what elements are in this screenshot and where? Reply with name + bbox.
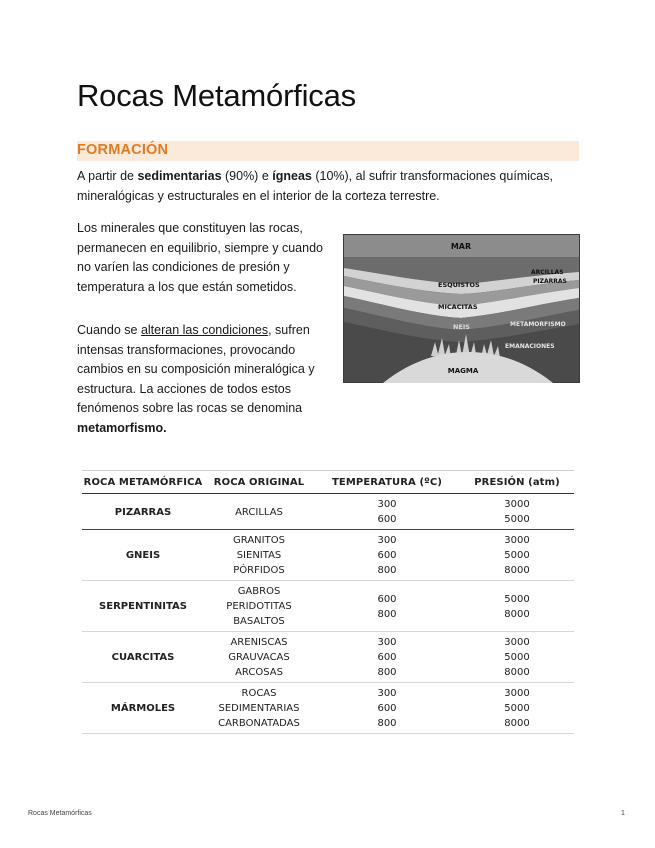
cell-temperature bbox=[314, 530, 460, 581]
temperature-value: 800 bbox=[377, 718, 397, 729]
cell-pressure bbox=[460, 494, 574, 530]
temperature-value: 300 bbox=[377, 637, 397, 648]
cell-pressure bbox=[460, 581, 574, 632]
original-value: ARCILLAS bbox=[235, 506, 283, 518]
page-number: 1 bbox=[621, 810, 625, 817]
temperature-value: 600 bbox=[377, 593, 397, 605]
table-row bbox=[82, 494, 574, 530]
temperature-value: 600 bbox=[377, 550, 397, 561]
temperature-value: 300 bbox=[377, 535, 397, 546]
original-value: PERIDOTITAS bbox=[226, 601, 292, 612]
original-value: BASALTOS bbox=[233, 616, 285, 627]
label-neis: NEIS bbox=[453, 323, 470, 331]
pressure-value: 5000 bbox=[504, 514, 530, 525]
label-emanaciones: EMANACIONES bbox=[505, 343, 555, 350]
bold-metamorfismo: metamorfismo. bbox=[77, 420, 167, 435]
temperature-value: 600 bbox=[377, 703, 397, 714]
cell-pressure bbox=[460, 683, 574, 734]
label-metamorfismo: METAMORFISMO bbox=[510, 321, 566, 328]
cell-original bbox=[204, 530, 314, 581]
pressure-value: 8000 bbox=[504, 667, 530, 678]
table-row bbox=[82, 683, 574, 734]
cell-original bbox=[204, 683, 314, 734]
bold-igneas: ígneas bbox=[272, 169, 312, 183]
pressure-value: 3000 bbox=[504, 535, 530, 546]
cell-roca-metamorfica: CUARCITAS bbox=[82, 632, 204, 683]
underlined-phrase: alteran las condiciones bbox=[140, 323, 269, 337]
temperature-value: 800 bbox=[377, 608, 397, 620]
cell-original bbox=[204, 632, 314, 683]
original-value: GRAUVACAS bbox=[228, 652, 290, 663]
original-value: GRANITOS bbox=[233, 535, 285, 546]
temperature-value: 600 bbox=[377, 652, 397, 663]
original-value: PÓRFIDOS bbox=[233, 565, 285, 576]
cell-temperature bbox=[314, 581, 460, 632]
cell-temperature bbox=[314, 632, 460, 683]
pressure-value: 5000 bbox=[504, 550, 530, 561]
header-roca-metamorfica: ROCA METAMÓRFICA bbox=[82, 471, 204, 494]
cell-temperature bbox=[314, 683, 460, 734]
cell-temperature bbox=[314, 494, 460, 530]
label-esquistos: ESQUISTOS bbox=[438, 281, 480, 289]
intro-paragraph: A partir de sedimentarias (90%) e ígneas (10%), al sufrir transformaciones químicas, mineralógicas y estructurales en el interior de la corteza terrestre. bbox=[77, 169, 553, 203]
label-micacitas: MICACITAS bbox=[438, 303, 478, 311]
temperature-value: 800 bbox=[377, 667, 397, 678]
header-presion: PRESIÓN (atm) bbox=[460, 471, 574, 494]
cell-original bbox=[204, 581, 314, 632]
cell-roca-metamorfica: PIZARRAS bbox=[82, 494, 204, 530]
cell-roca-metamorfica: GNEIS bbox=[82, 530, 204, 581]
cell-original bbox=[204, 494, 314, 530]
table-body bbox=[82, 494, 574, 734]
section-title: FORMACIÓN bbox=[77, 142, 169, 158]
table-row bbox=[82, 581, 574, 632]
pressure-value: 3000 bbox=[504, 637, 530, 648]
original-value: CARBONATADAS bbox=[218, 718, 300, 729]
label-magma: MAGMA bbox=[447, 367, 479, 375]
original-value: ARCOSAS bbox=[235, 667, 283, 678]
pressure-value: 8000 bbox=[504, 608, 530, 620]
header-roca-original: ROCA ORIGINAL bbox=[204, 471, 314, 494]
table-row bbox=[82, 632, 574, 683]
footer-title: Rocas Metamórficas bbox=[28, 810, 92, 817]
pressure-value: 8000 bbox=[504, 718, 530, 729]
header-temperatura: TEMPERATURA (ºC) bbox=[314, 471, 460, 494]
cell-pressure bbox=[460, 530, 574, 581]
metamorphism-paragraph: Cuando se alteran las condiciones, sufren intensas transformaciones, provocando cambios en su composición mineralógica y estructura. La acciones de todos estos fenómenos sobre las rocas se denomina metamorfismo. bbox=[77, 323, 315, 435]
pressure-value: 8000 bbox=[504, 565, 530, 576]
equilibrium-paragraph: Los minerales que constituyen las rocas, permanecen en equilibrio, siempre y cuando no varíen las condiciones de presión y temperatura a los que están sometidos. bbox=[77, 221, 323, 294]
metamorphic-rocks-table bbox=[82, 470, 574, 734]
cell-roca-metamorfica: SERPENTINITAS bbox=[82, 581, 204, 632]
table-row bbox=[82, 530, 574, 581]
section-heading-bar bbox=[77, 141, 579, 161]
temperature-value: 800 bbox=[377, 565, 397, 576]
bold-sedimentarias: sedimentarias bbox=[137, 169, 222, 183]
label-arcillas: ARCILLAS bbox=[531, 269, 564, 276]
pressure-value: 5000 bbox=[504, 703, 530, 714]
original-value: ARENISCAS bbox=[230, 637, 288, 648]
label-mar: MAR bbox=[450, 242, 472, 251]
pressure-value: 5000 bbox=[504, 593, 530, 605]
temperature-value: 300 bbox=[377, 688, 397, 699]
original-value: SIENITAS bbox=[236, 550, 282, 561]
original-value: GABROS bbox=[237, 586, 281, 597]
label-pizarras: PIZARRAS bbox=[533, 278, 567, 285]
pressure-value: 3000 bbox=[504, 499, 530, 510]
temperature-value: 600 bbox=[377, 514, 397, 525]
pressure-value: 3000 bbox=[504, 688, 530, 699]
original-value: SEDIMENTARIAS bbox=[218, 703, 300, 714]
cell-roca-metamorfica: MÁRMOLES bbox=[82, 683, 204, 734]
table-header-row bbox=[82, 471, 574, 494]
temperature-value: 300 bbox=[377, 499, 397, 510]
page-title: Rocas Metamórficas bbox=[77, 78, 356, 113]
pressure-value: 5000 bbox=[504, 652, 530, 663]
metamorphism-diagram bbox=[343, 234, 580, 383]
original-value: ROCAS bbox=[241, 688, 277, 699]
cell-pressure bbox=[460, 632, 574, 683]
